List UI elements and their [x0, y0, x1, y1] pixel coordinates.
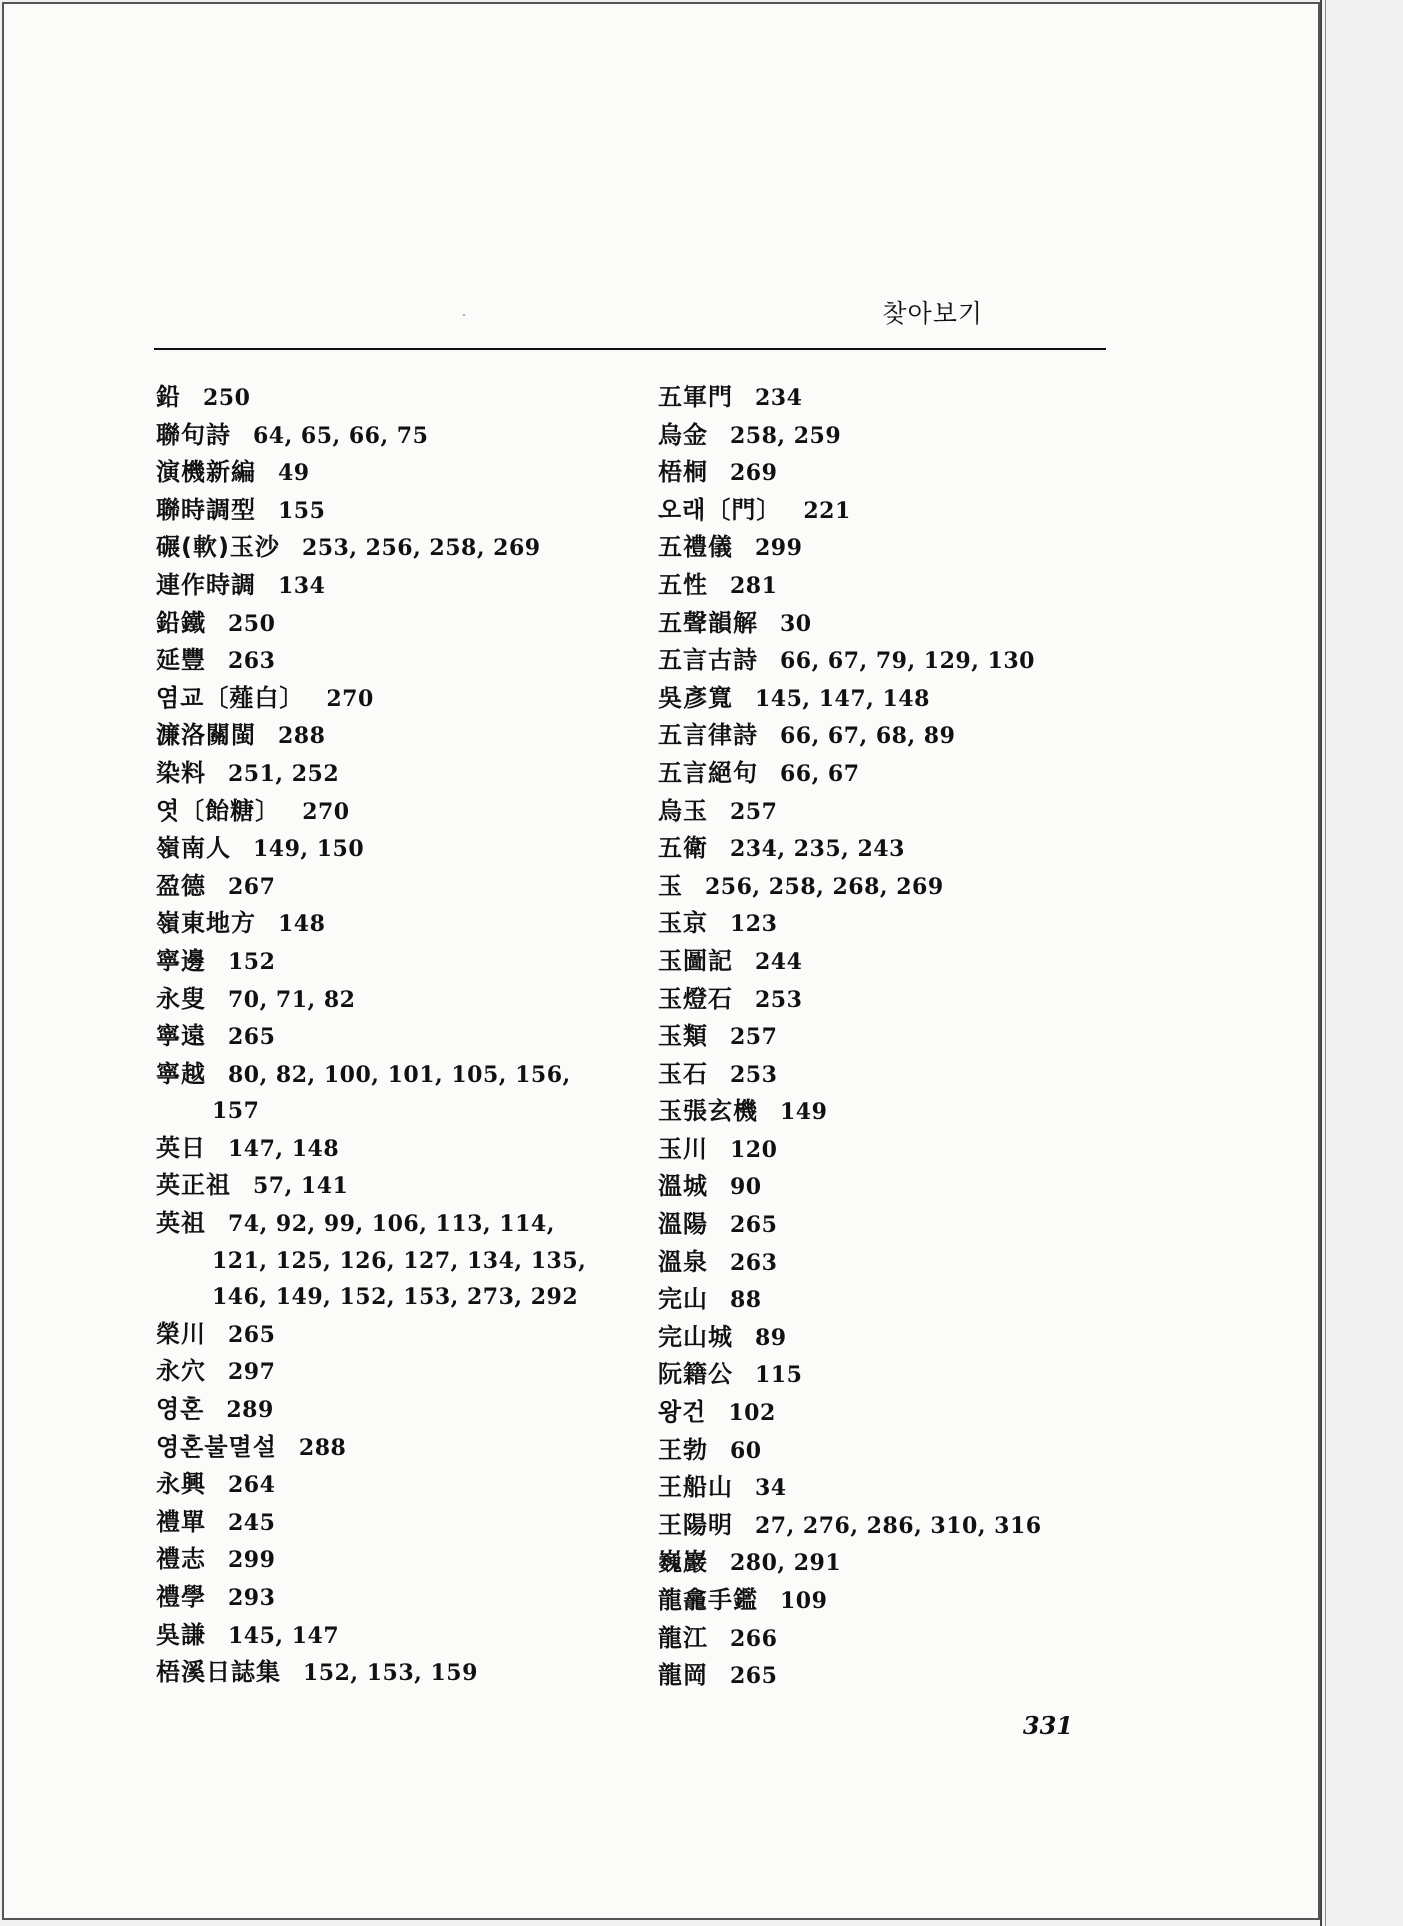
index-entry	[658, 567, 1128, 605]
index-pages: 244	[755, 948, 803, 975]
index-pages: 297	[228, 1359, 276, 1386]
index-term: 五性	[658, 570, 708, 599]
index-term: 梧桐	[658, 458, 708, 487]
index-entry	[658, 605, 1128, 643]
index-pages: 30	[780, 610, 812, 637]
index-entry	[658, 868, 1128, 906]
index-term: 溫城	[658, 1172, 708, 1201]
index-entry	[156, 1018, 626, 1056]
index-entry	[658, 793, 1128, 831]
index-pages: 299	[228, 1547, 276, 1574]
index-term: 禮學	[156, 1583, 206, 1611]
index-entry	[658, 1544, 1128, 1582]
index-pages: 64, 65, 66, 75	[253, 422, 429, 449]
index-pages: 265	[730, 1663, 778, 1690]
index-entry	[156, 1466, 626, 1504]
index-pages: 265	[730, 1212, 778, 1239]
index-entry	[156, 793, 626, 831]
index-entry	[658, 417, 1128, 455]
index-entry	[156, 454, 626, 492]
index-pages: 145, 147, 148	[755, 685, 930, 712]
index-entry	[156, 830, 626, 868]
index-pages: 145, 147	[228, 1622, 340, 1649]
index-pages: 88	[730, 1287, 762, 1314]
index-entry	[658, 905, 1128, 943]
index-term: 吳彥寬	[658, 683, 733, 712]
index-term: 염교〔薤白〕	[156, 683, 305, 712]
index-pages: 245	[228, 1509, 276, 1536]
index-term: 玉京	[658, 909, 708, 938]
index-entry	[156, 1541, 626, 1579]
index-pages: 270	[326, 685, 374, 712]
index-pages: 221	[803, 497, 851, 524]
index-term: 엿〔飴糖〕	[156, 796, 281, 825]
index-term: 完山城	[658, 1322, 733, 1351]
index-entry	[156, 1429, 626, 1467]
index-pages: 263	[730, 1249, 778, 1276]
index-entry	[658, 1432, 1128, 1470]
index-entry	[658, 1244, 1128, 1282]
index-term: 演機新編	[156, 458, 256, 487]
index-pages: 102	[728, 1400, 776, 1427]
index-entry	[156, 1316, 626, 1354]
index-pages: 299	[755, 535, 803, 562]
index-entry	[156, 492, 626, 530]
index-pages: 90	[730, 1174, 762, 1201]
index-term: 玉張玄機	[658, 1097, 758, 1126]
index-pages: 266	[730, 1625, 778, 1652]
header-rule	[154, 348, 1106, 350]
index-entry	[658, 642, 1128, 680]
index-pages: 60	[730, 1437, 762, 1464]
index-term: 烏金	[658, 420, 708, 449]
index-pages-continued: 146, 149, 152, 153, 273, 292	[212, 1284, 579, 1311]
index-entry	[156, 1056, 626, 1130]
index-entry	[156, 1353, 626, 1391]
index-pages-continued: 121, 125, 126, 127, 134, 135,	[212, 1247, 587, 1274]
index-term: 영혼불멸설	[156, 1432, 277, 1461]
index-term: 영혼	[156, 1395, 205, 1424]
index-entry	[658, 1620, 1128, 1658]
index-term: 玉	[658, 871, 683, 900]
index-pages: 280, 291	[730, 1550, 842, 1577]
index-term: 玉燈石	[658, 984, 733, 1013]
index-term: 五軍門	[658, 383, 733, 411]
index-term: 왕건	[658, 1398, 707, 1427]
index-pages: 115	[755, 1362, 803, 1389]
index-pages: 288	[278, 723, 326, 750]
index-entry	[658, 717, 1128, 755]
index-entry	[658, 830, 1128, 868]
index-pages: 265	[228, 1321, 276, 1348]
index-entry	[156, 1504, 626, 1542]
index-pages: 263	[228, 648, 276, 675]
index-entry	[658, 1206, 1128, 1244]
index-entry	[156, 1654, 626, 1692]
index-entry	[156, 1167, 626, 1205]
index-term: 玉圖記	[658, 946, 733, 975]
index-pages: 57, 141	[253, 1173, 349, 1200]
index-term: 王船山	[658, 1473, 733, 1502]
index-term: 吳謙	[156, 1620, 206, 1649]
index-term: 梧溪日誌集	[156, 1658, 281, 1687]
index-pages: 34	[755, 1475, 787, 1502]
index-pages: 89	[755, 1324, 787, 1351]
index-term: 寧邊	[156, 946, 206, 975]
index-entry	[156, 680, 626, 718]
index-pages: 264	[228, 1472, 276, 1499]
index-term: 嶺南人	[156, 834, 231, 863]
index-entry	[658, 1131, 1128, 1169]
index-term: 永叟	[156, 984, 206, 1013]
index-term: 寧越	[156, 1059, 206, 1088]
index-pages: 66, 67	[780, 760, 860, 787]
index-pages: 257	[730, 798, 778, 825]
index-pages: 270	[302, 798, 350, 825]
page-number: 331	[1022, 1711, 1073, 1740]
index-pages: 152	[228, 948, 276, 975]
index-pages: 234	[755, 385, 803, 411]
index-term: 鉛	[156, 383, 181, 411]
index-entry	[156, 642, 626, 680]
index-term: 五言古詩	[658, 646, 758, 675]
index-column-left	[156, 379, 626, 1692]
index-entry	[658, 529, 1128, 567]
index-term: 嶺東地方	[156, 909, 256, 938]
index-pages: 234, 235, 243	[730, 836, 905, 863]
index-entry	[156, 981, 626, 1019]
index-pages: 155	[278, 497, 326, 524]
index-term: 烏玉	[658, 796, 708, 825]
index-term: 英日	[156, 1133, 206, 1162]
index-pages: 120	[730, 1136, 778, 1163]
index-entry	[658, 1319, 1128, 1357]
index-entry	[156, 755, 626, 793]
index-pages: 269	[730, 460, 778, 487]
index-term: 玉石	[658, 1059, 708, 1088]
index-pages: 152, 153, 159	[303, 1660, 478, 1687]
index-pages: 109	[780, 1588, 828, 1614]
index-entry	[658, 981, 1128, 1019]
book-page	[2, 2, 1320, 1920]
index-term: 王勃	[658, 1435, 708, 1464]
index-pages: 256, 258, 268, 269	[705, 873, 944, 900]
index-entry	[156, 1617, 626, 1655]
index-pages: 49	[278, 460, 310, 487]
index-entry	[658, 1093, 1128, 1131]
index-pages: 251, 252	[228, 760, 340, 787]
index-term: 玉類	[658, 1022, 708, 1051]
index-entry	[658, 1469, 1128, 1507]
index-entry	[658, 1657, 1128, 1695]
index-term: 禮單	[156, 1507, 206, 1536]
index-pages: 148	[278, 911, 326, 938]
index-entry	[156, 1391, 626, 1429]
index-term: 完山	[658, 1285, 708, 1314]
index-entry	[156, 1579, 626, 1617]
index-pages-continued: 157	[212, 1098, 260, 1125]
index-term: 龍江	[658, 1623, 708, 1652]
index-term: 阮籍公	[658, 1360, 733, 1389]
index-entry	[658, 943, 1128, 981]
index-pages: 66, 67, 68, 89	[780, 723, 956, 750]
index-term: 永興	[156, 1470, 206, 1499]
index-entry	[658, 1018, 1128, 1056]
index-term: 碾(軟)玉沙	[156, 533, 280, 562]
index-term: 龍龕手鑑	[658, 1586, 758, 1614]
index-pages: 27, 276, 286, 310, 316	[755, 1512, 1042, 1539]
index-term: 榮川	[156, 1319, 206, 1348]
page-edge	[1320, 0, 1328, 1926]
index-term: 染料	[156, 758, 206, 787]
scan-speck	[463, 314, 465, 316]
index-term: 五禮儀	[658, 533, 733, 562]
index-entry	[658, 1056, 1128, 1094]
index-entry	[658, 1281, 1128, 1319]
index-entry	[156, 567, 626, 605]
index-term: 王陽明	[658, 1510, 733, 1539]
index-entry	[156, 529, 626, 567]
index-pages: 70, 71, 82	[228, 986, 356, 1013]
index-column-right	[658, 379, 1128, 1695]
index-term: 龍岡	[658, 1661, 708, 1690]
index-entry	[658, 1582, 1128, 1620]
index-entry	[658, 1507, 1128, 1545]
index-term: 五言律詩	[658, 721, 758, 750]
index-term: 五聲韻解	[658, 608, 758, 637]
index-entry	[156, 1205, 626, 1316]
index-entry	[658, 454, 1128, 492]
index-pages: 253	[730, 1061, 778, 1088]
index-entry	[658, 1168, 1128, 1206]
index-term: 玉川	[658, 1134, 708, 1163]
index-entry	[658, 1394, 1128, 1432]
index-term: 聯時調型	[156, 495, 256, 524]
index-term: 五衛	[658, 834, 708, 863]
index-pages: 134	[278, 572, 326, 599]
index-pages: 293	[228, 1585, 276, 1611]
index-entry	[156, 868, 626, 906]
index-pages: 66, 67, 79, 129, 130	[780, 648, 1035, 675]
index-term: 巍巖	[658, 1548, 708, 1577]
index-entry	[156, 717, 626, 755]
index-term: 禮志	[156, 1545, 206, 1574]
page-title: 찾아보기	[882, 299, 983, 328]
index-pages: 265	[228, 1024, 276, 1051]
index-term: 英祖	[156, 1209, 206, 1238]
index-term: 오래〔門〕	[658, 495, 782, 524]
index-pages: 250	[203, 385, 251, 411]
index-entry	[156, 1130, 626, 1168]
index-pages: 149, 150	[253, 836, 365, 863]
index-pages: 281	[730, 572, 778, 599]
index-term: 盈德	[156, 871, 206, 900]
index-entry	[156, 379, 626, 417]
index-term: 寧遠	[156, 1022, 206, 1051]
index-pages: 289	[226, 1397, 274, 1424]
index-entry	[156, 905, 626, 943]
index-pages: 253, 256, 258, 269	[301, 535, 541, 562]
index-entry	[658, 680, 1128, 718]
index-term: 聯句詩	[156, 420, 231, 449]
index-term: 濂洛關閩	[156, 721, 256, 750]
index-pages: 257	[730, 1024, 778, 1051]
index-pages: 258, 259	[730, 422, 842, 449]
index-pages: 288	[298, 1434, 347, 1461]
index-pages: 74, 92, 99, 106, 113, 114,	[228, 1211, 555, 1238]
index-entry	[658, 1356, 1128, 1394]
index-entry	[156, 417, 626, 455]
index-term: 永穴	[156, 1357, 206, 1386]
index-term: 延豐	[156, 646, 206, 675]
index-term: 鉛鐵	[156, 608, 206, 637]
index-entry	[658, 755, 1128, 793]
index-pages: 149	[780, 1099, 828, 1126]
index-pages: 147, 148	[228, 1135, 340, 1162]
index-pages: 80, 82, 100, 101, 105, 156,	[228, 1061, 571, 1088]
index-term: 溫陽	[658, 1210, 708, 1239]
index-entry	[156, 605, 626, 643]
index-term: 英正祖	[156, 1171, 231, 1200]
index-pages: 267	[228, 873, 276, 900]
index-entry	[156, 943, 626, 981]
index-pages: 123	[730, 911, 778, 938]
index-term: 五言絕句	[658, 758, 758, 787]
index-pages: 253	[755, 986, 803, 1013]
index-pages: 250	[228, 610, 276, 637]
index-term: 溫泉	[658, 1247, 708, 1276]
index-entry	[658, 492, 1128, 530]
index-term: 連作時調	[156, 570, 256, 599]
index-entry	[658, 379, 1128, 417]
